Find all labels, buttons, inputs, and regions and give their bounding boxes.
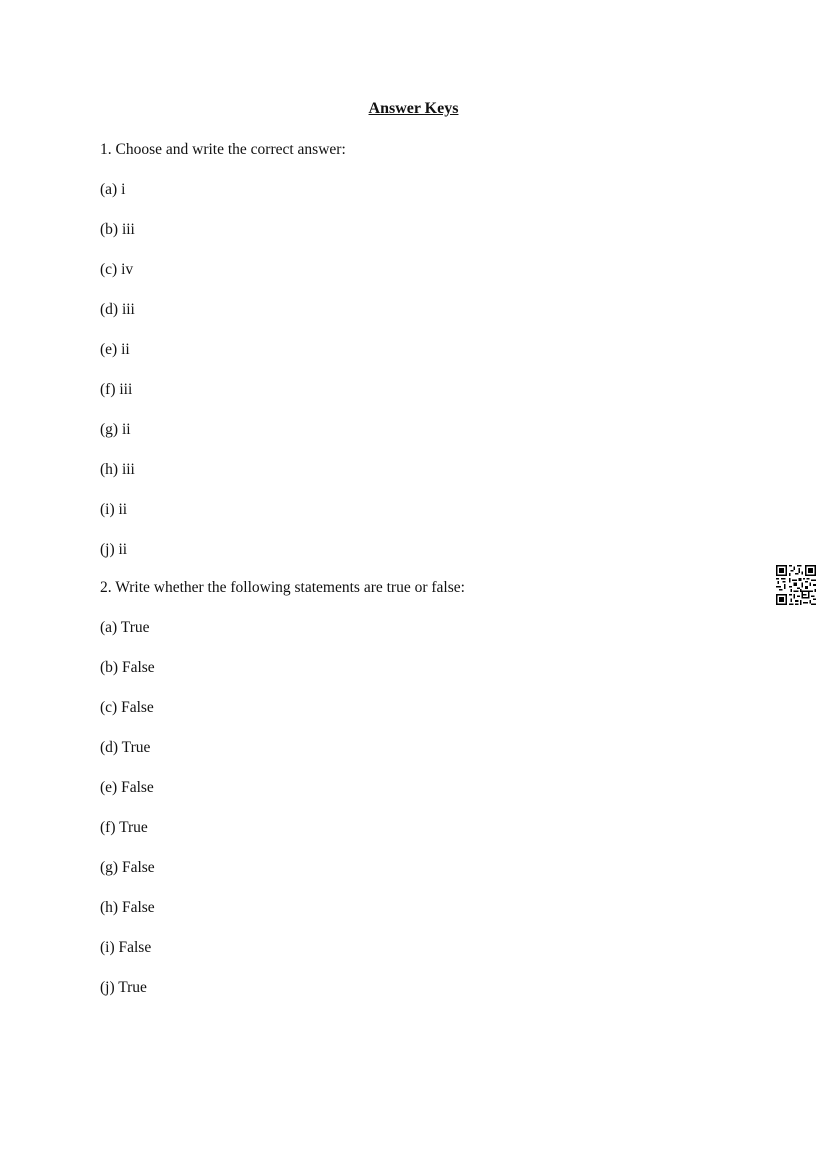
answer-item: (h) False <box>100 899 155 916</box>
answer-item: (e) ii <box>100 341 130 358</box>
answer-item: (j) ii <box>100 541 128 558</box>
answer-item: (d) iii <box>100 301 135 318</box>
section-true-or-false <box>100 578 740 1018</box>
page-title: Answer Keys <box>368 100 459 117</box>
answer-item: (f) True <box>100 819 148 836</box>
answer-item: (i) ii <box>100 501 128 518</box>
answer-item: (a) True <box>100 619 150 636</box>
section-heading: 1. Choose and write the correct answer: <box>100 141 346 158</box>
section-heading: 2. Write whether the following statements are true or false: <box>100 579 465 596</box>
answer-item: (e) False <box>100 779 154 796</box>
answer-item: (b) False <box>100 659 155 676</box>
answer-item: (h) iii <box>100 461 135 478</box>
answer-item: (c) False <box>100 699 154 716</box>
answer-item: (b) iii <box>100 221 135 238</box>
answer-item: (i) False <box>100 939 152 956</box>
section-choose-correct-answer <box>100 140 740 580</box>
answer-item: (f) iii <box>100 381 133 398</box>
answer-item: (g) ii <box>100 421 131 438</box>
answer-item: (c) iv <box>100 261 134 278</box>
answer-item: (a) i <box>100 181 126 198</box>
answer-item: (g) False <box>100 859 155 876</box>
answer-item: (d) True <box>100 739 151 756</box>
qr-code-icon <box>776 565 816 605</box>
answer-item: (j) True <box>100 979 147 996</box>
